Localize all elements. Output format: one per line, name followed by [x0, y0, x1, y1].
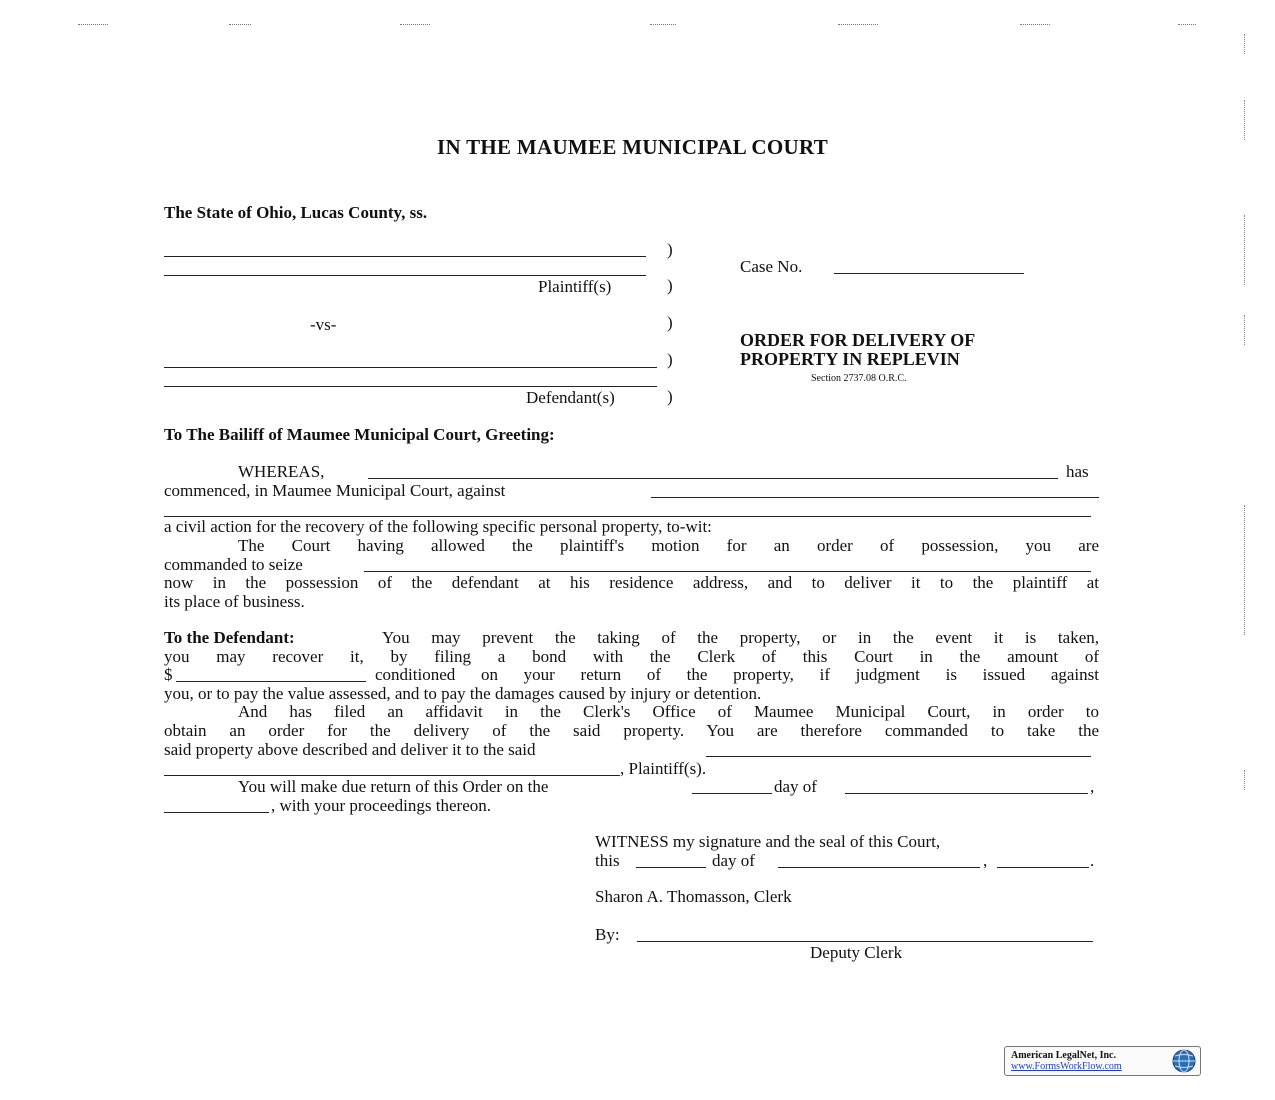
venue-line: The State of Ohio, Lucas County, ss.: [164, 203, 428, 222]
witness-line: WITNESS my signature and the seal of this Court,: [595, 832, 941, 851]
court-allowed-text: The Court having allowed the plaintiff's motion for an order of possession, you are: [238, 536, 1099, 555]
affidavit-line-3: said property above described and deliver it to the said: [164, 740, 536, 759]
defendant-name-line-1[interactable]: [164, 367, 657, 368]
return-comma: ,: [1090, 777, 1095, 796]
scan-speck: [229, 24, 251, 25]
witness-year-field[interactable]: [997, 867, 1089, 868]
by-label: By:: [595, 925, 620, 944]
proceedings-text: , with your proceedings thereon.: [271, 796, 491, 815]
commenced-text: commenced, in Maumee Municipal Court, against: [164, 481, 506, 500]
plaintiffs-suffix: , Plaintiff(s).: [620, 759, 707, 778]
versus-label: -vs-: [310, 315, 337, 334]
defendant-name-line-2[interactable]: [164, 386, 657, 387]
scan-speck: [1244, 215, 1245, 285]
scan-speck: [78, 24, 108, 25]
greeting: To The Bailiff of Maumee Municipal Court, Greeting:: [164, 425, 555, 444]
american-legalnet-logo[interactable]: [1004, 1046, 1201, 1076]
deputy-clerk-label: Deputy Clerk: [810, 943, 903, 962]
return-month-field[interactable]: [845, 793, 1088, 794]
plaintiff-name-line-2[interactable]: [164, 275, 646, 276]
whereas-lead: WHEREAS,: [238, 462, 325, 481]
order-title-line-2: PROPERTY IN REPLEVIN: [740, 349, 960, 369]
defendant-notice-line-3: conditioned on your return of the property, if judgment is issued against: [375, 665, 1099, 684]
witness-comma: ,: [983, 851, 988, 870]
scan-speck: [1178, 24, 1196, 25]
property-description-field[interactable]: [364, 571, 1091, 572]
caption-paren: ): [667, 276, 673, 295]
defendant-notice-line-2: you may recover it, by filing a bond with the Clerk of this Court in the amount of: [164, 647, 1099, 666]
scan-speck: [1244, 315, 1245, 345]
deliver-to-field-2[interactable]: [164, 775, 620, 776]
scan-speck: [1244, 505, 1245, 635]
scan-speck: [1020, 24, 1050, 25]
possession-text: now in the possession of the defendant at his residence address, and to deliver it to the plaintiff at: [164, 573, 1099, 592]
witness-day-field[interactable]: [636, 867, 706, 868]
place-of-business-text: its place of business.: [164, 592, 305, 611]
defendant-label: Defendant(s): [526, 388, 615, 407]
scan-speck: [1244, 100, 1245, 140]
caption-paren: ): [667, 387, 673, 406]
return-day-of: day of: [774, 777, 817, 796]
scan-speck: [650, 24, 676, 25]
logo-company-name: American LegalNet, Inc.: [1011, 1050, 1116, 1061]
defendant-notice-label: To the Defendant:: [164, 628, 295, 647]
scan-speck: [400, 24, 430, 25]
globe-icon: [1171, 1048, 1197, 1074]
caption-paren: ): [667, 350, 673, 369]
statute-reference: Section 2737.08 O.R.C.: [811, 373, 907, 384]
logo-url[interactable]: www.FormsWorkFlow.com: [1011, 1061, 1122, 1072]
witness-period: .: [1090, 851, 1095, 870]
dollar-sign: $: [164, 665, 173, 684]
plaintiff-name-line-1[interactable]: [164, 256, 646, 257]
deputy-signature-field[interactable]: [637, 941, 1093, 942]
caption-paren: ): [667, 240, 673, 259]
scan-speck: [838, 24, 878, 25]
return-text: You will make due return of this Order on the: [238, 777, 549, 796]
plaintiff-label: Plaintiff(s): [538, 277, 612, 296]
scan-speck: [1244, 770, 1245, 790]
witness-this: this: [595, 851, 620, 870]
return-day-field[interactable]: [692, 793, 772, 794]
return-year-field[interactable]: [164, 812, 269, 813]
civil-action-text: a civil action for the recovery of the following specific personal property, to-wit:: [164, 517, 712, 536]
clerk-name: Sharon A. Thomasson, Clerk: [595, 887, 792, 906]
caption-paren: ): [667, 313, 673, 332]
plaintiff-name-field[interactable]: [368, 478, 1058, 479]
affidavit-line-1: And has filed an affidavit in the Clerk's Office of Maumee Municipal Court, in order to: [238, 702, 1099, 721]
case-no-label: Case No.: [740, 257, 803, 276]
case-no-field[interactable]: [834, 273, 1024, 274]
witness-day-of: day of: [712, 851, 755, 870]
commanded-text: commanded to seize: [164, 555, 303, 574]
witness-month-field[interactable]: [778, 867, 980, 868]
defendant-notice-line-4: you, or to pay the value assessed, and to pay the damages caused by injury or detention.: [164, 684, 762, 703]
deliver-to-field[interactable]: [706, 756, 1091, 757]
scan-speck: [1244, 34, 1245, 54]
has-label: has: [1066, 462, 1089, 481]
bond-amount-field[interactable]: [176, 681, 366, 682]
defendant-notice-line-1: You may prevent the taking of the property, or in the event it is taken,: [382, 628, 1099, 647]
court-title: IN THE MAUMEE MUNICIPAL COURT: [436, 135, 829, 159]
affidavit-line-2: obtain an order for the delivery of the said property. You are therefore commanded to take the: [164, 721, 1099, 740]
order-title-line-1: ORDER FOR DELIVERY OF: [740, 330, 976, 350]
defendant-name-field[interactable]: [651, 497, 1099, 498]
